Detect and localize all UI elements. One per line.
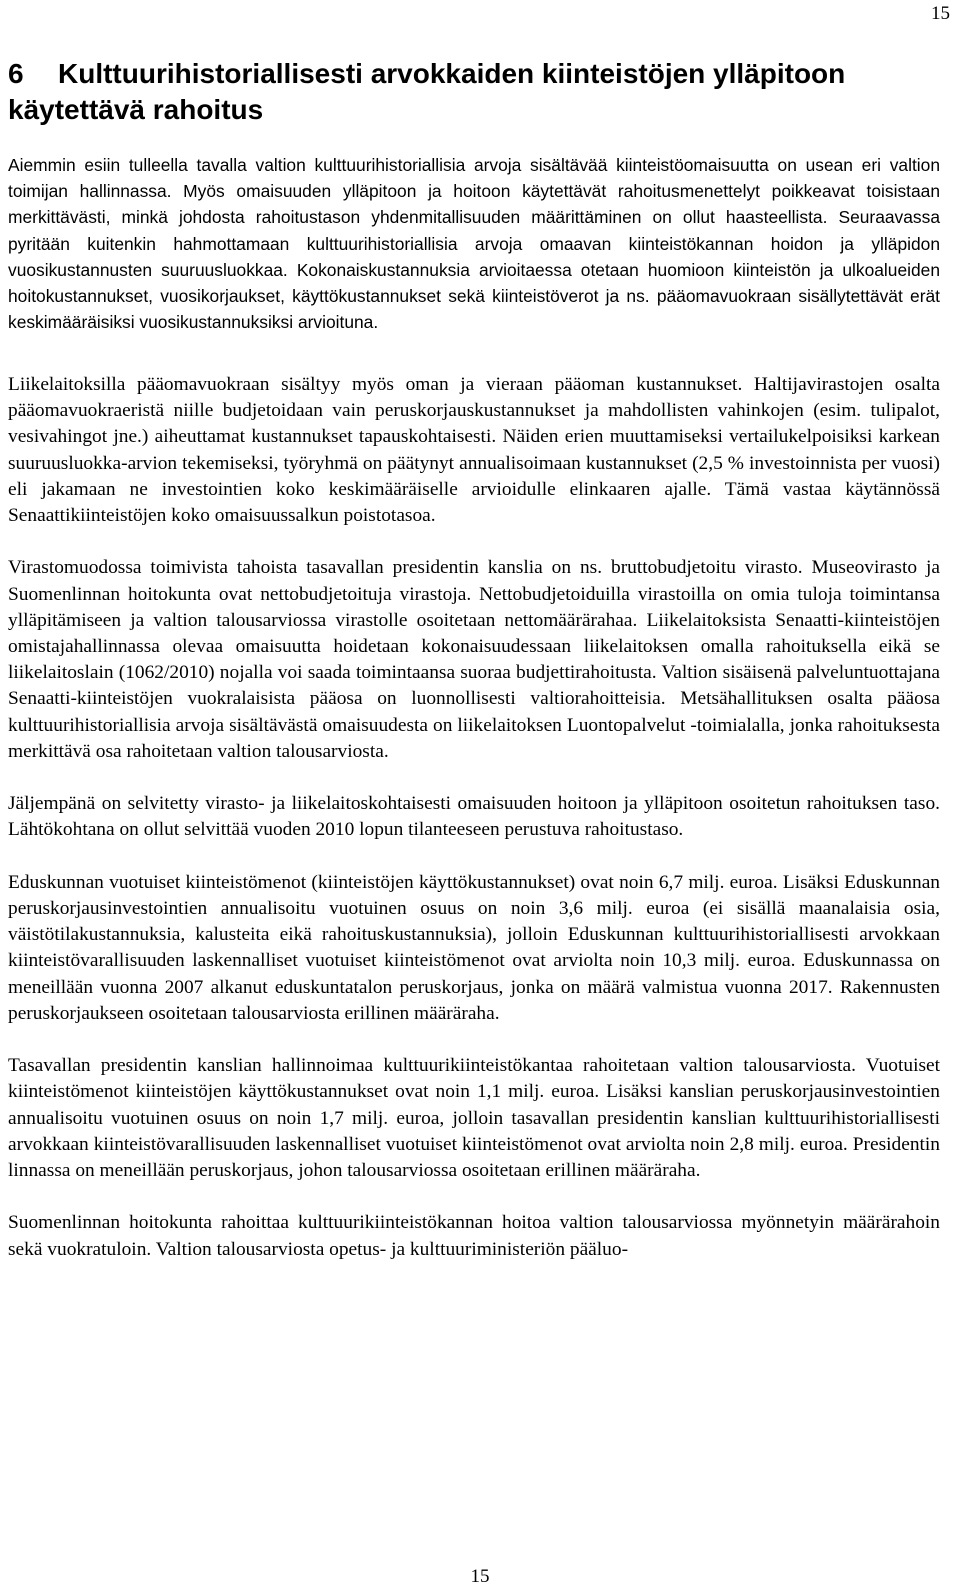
paragraph-parliament: Eduskunnan vuotuiset kiinteistömenot (kiinteistöjen käyttökustannukset) ovat noin 6,7 milj. euroa. Lisäksi Eduskunnan peruskorjausinvestointien annualisoitu vuotuinen osuus on noin 3,6 milj. euroa (ei sisällä maanalaisia osia, väistötilakustannuksia, kalusteita eikä rahoituskustannuksia), jolloin Eduskunnan kulttuurihistoriallisesti arvokkaan kiinteistövarallisuuden laskennalliset vuotuiset kiinteistömenot ovat arviolta noin 10,3 milj. euroa. Eduskunnassa on meneillään vuonna 2007 alkanut eduskuntatalon peruskorjaus, jonka on määrä valmistua vuonna 2017. Rakennusten peruskorjaukseen osoitetaan talousarviosta erillinen määräraha. — [8, 871, 940, 1024]
paragraph-funding-level: Jäljempänä on selvitetty virasto- ja liikelaitoskohtaisesti omaisuuden hoitoon ja ylläpitoon osoitetun rahoituksen taso. Lähtökohtana on ollut selvittää vuoden 2010 lopun tilanteeseen perustuva rahoitustaso. — [8, 793, 940, 841]
section-title: Kulttuurihistoriallisesti arvokkaiden kiinteistöjen ylläpitoon käytettävä rahoitus — [8, 58, 846, 125]
paragraph-capital-rent: Liikelaitoksilla pääomavuokraan sisältyy myös oman ja vieraan pääoman kustannukset. Haltijavirastojen osalta pääomavuokraeristä niille budjetoidaan vain peruskorjauskustannukset ja mahdollisten vahinkojen (esim. tulipalot, vesivahingot jne.) aiheuttamat kustannukset tapauskohtaisesti. Näiden erien muuttamiseksi vertailukelpoisiksi karkean suuruusluokka-arvion tekemiseksi, työryhmä on päätynyt annualisoimaan kustannukset (2,5 % investoinnista per vuosi) eli jakamaan ne investointien koko keskimääräiselle arvioidulle elinkaaren ajalle. Tämä vastaa käytännössä Senaattikiinteistöjen koko omaisuussalkun poistotasoa. — [8, 374, 940, 527]
section-number: 6 — [8, 58, 24, 89]
paragraph-agency-funding: Virastomuodossa toimivista tahoista tasavallan presidentin kanslia on ns. bruttobudjetoitu virasto. Museovirasto ja Suomenlinnan hoitokunta ovat nettobudjetoituja virastoja. Nettobudjetoiduilla virastoilla on omia tuloja toimintansa ylläpitämiseen ja valtion talousarviossa virastolle osoitetaan nettomäärärahaa. Liikelaitoksista Senaatti-kiinteistöjen omistajahallinnassa olevaa omaisuutta hoidetaan kokonaisuudessaan liikelaitoksen omalla rahoituksella eikä se liikelaitoslain (1062/2010) nojalla voi saada toimintaansa suoraa budjettirahoitusta. Valtion sisäisenä palveluntuottajana Senaatti-kiinteistöjen vuokralaisista pääosa on luonnollisesti valtiorahoitteisia. Metsähallituksen osalta pääosa kulttuurihistoriallisia arvoja sisältävästä omaisuudesta on liikelaitoksen Luontopalvelut -toimialalla, jonka rahoituksesta merkittävä osa rahoitetaan valtion talousarviosta. — [8, 557, 940, 762]
paragraph-president-office: Tasavallan presidentin kanslian hallinnoimaa kulttuurikiinteistökantaa rahoitetaan valtion talousarviosta. Vuotuiset kiinteistömenot kiinteistöjen käyttökustannukset ovat noin 1,1 milj. euroa. Lisäksi kanslian peruskorjausinvestointien annualisoitu vuotuinen osuus on noin 1,7 milj. euroa, jolloin tasavallan presidentin kanslian kulttuurihistoriallisesti arvokkaan kiinteistövarallisuuden laskennalliset vuotuiset kiinteistömenot ovat arviolta noin 2,8 milj. euroa. Presidentin linnassa on meneillään peruskorjaus, johon talousarviossa osoitetaan erillinen määräraha. — [8, 1055, 940, 1182]
paragraph-suomenlinna: Suomenlinnan hoitokunta rahoittaa kulttuurikiinteistökannan hoitoa valtion talousarviossa myönnetyin määrärahoin sekä vuokratuloin. Valtion talousarviosta opetus- ja kulttuuriministeriön pääluo- — [8, 1212, 940, 1260]
intro-paragraph: Aiemmin esiin tulleella tavalla valtion kulttuurihistoriallisia arvoja sisältävää kiinteistöomaisuutta on usean eri valtion toimijan hallinnassa. Myös omaisuuden ylläpitoon ja hoitoon käytettävät rahoitusmenettelyt poikkeavat toisistaan merkittävästi, minkä johdosta rahoitustason yhdenmitallisuuden määrittäminen on ollut haasteellista. Seuraavassa pyritään kuitenkin hahmottamaan kulttuurihistoriallisia arvoja omaavan kiinteistökannan hoidon ja ylläpidon vuosikustannusten suuruusluokkaa. Kokonaiskustannuksia arvioitaessa otetaan huomioon kiinteistön ja ulkoalueiden hoitokustannukset, vuosikorjaukset, käyttökustannukset sekä kiinteistöverot ja ns. pääomavuokraan sisällytettävät erät keskimääräisiksi vuosikustannuksiksi arvioituna. — [8, 155, 940, 333]
body-text — [8, 372, 940, 1289]
page-number-bottom: 15 — [470, 1566, 490, 1587]
page-number-top: 15 — [931, 3, 950, 24]
section-heading — [8, 56, 938, 128]
